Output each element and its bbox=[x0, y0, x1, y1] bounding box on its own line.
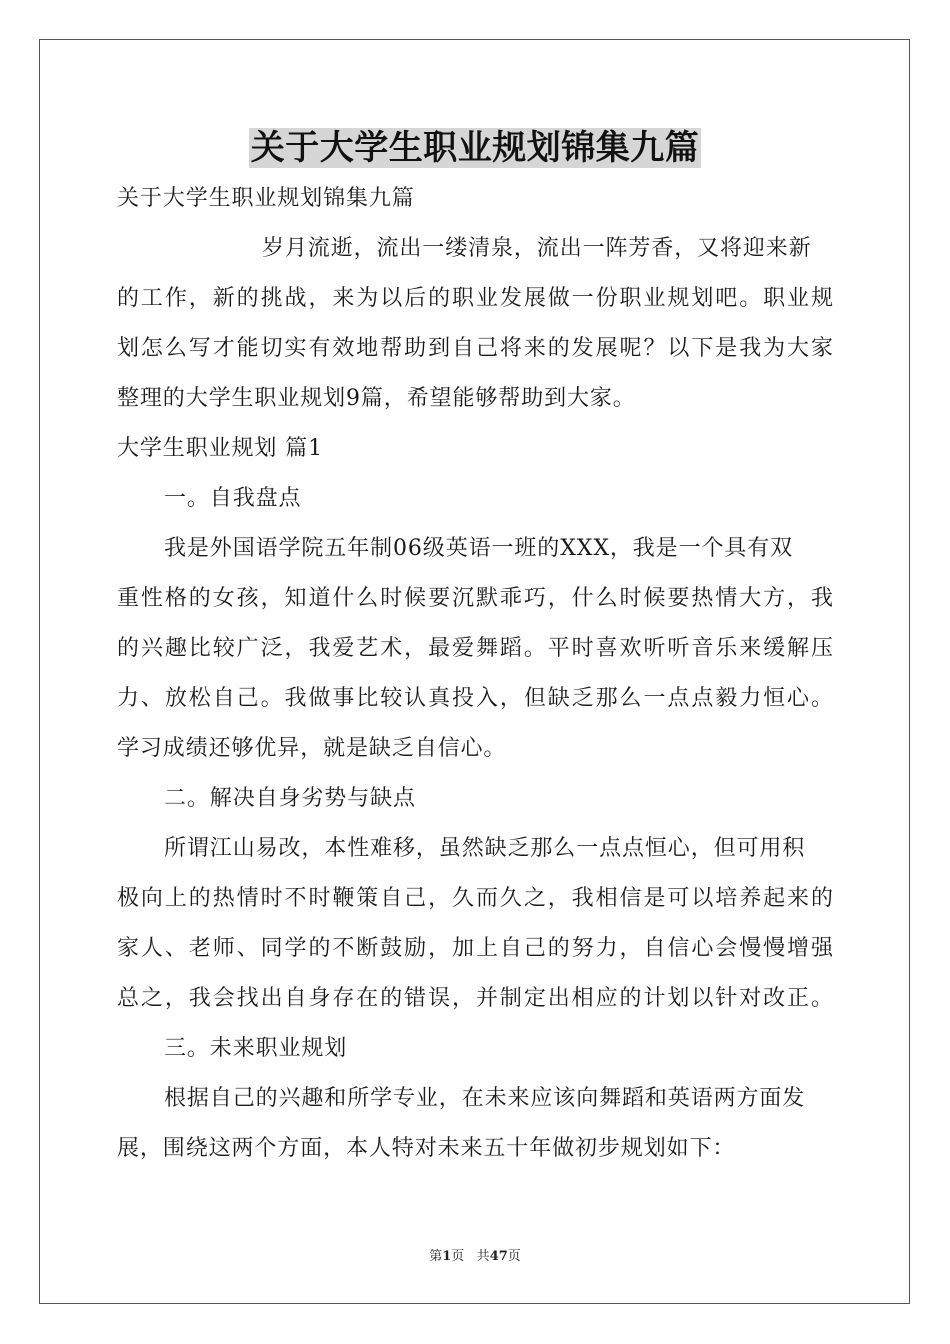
subheading-2: 二。解决自身劣势与缺点 bbox=[164, 786, 416, 811]
subheading-1: 一。自我盘点 bbox=[164, 486, 302, 511]
para2-line-1: 所谓江山易改，本性难移，虽然缺乏那么一点点恒心，但可用积 bbox=[164, 836, 806, 861]
para2-line-4: 总之，我会找出自身存在的错误，并制定出相应的计划以针对改正。 bbox=[117, 986, 833, 1011]
title-wrap bbox=[0, 128, 950, 168]
total-prefix: 共 bbox=[476, 1249, 490, 1264]
para1-line-1: 我是外国语学院五年制06级英语一班的XXX，我是一个具有双 bbox=[164, 536, 794, 561]
section-heading: 大学生职业规划 篇1 bbox=[117, 436, 323, 461]
page-border bbox=[39, 39, 910, 1304]
document-title: 关于大学生职业规划锦集九篇 bbox=[250, 128, 700, 168]
para2-line-3: 家人、老师、同学的不断鼓励，加上自己的努力，自信心会慢慢增强 bbox=[117, 936, 833, 961]
total-pages: 47 bbox=[489, 1249, 508, 1264]
intro-line-2: 的工作，新的挑战，来为以后的职业发展做一份职业规划吧。职业规 bbox=[117, 286, 833, 311]
page-number: 1 bbox=[442, 1249, 452, 1264]
para3-line-2: 展，围绕这两个方面，本人特对未来五十年做初步规划如下： bbox=[117, 1136, 736, 1161]
intro-line-3: 划怎么写才能切实有效地帮助到自己将来的发展呢？以下是我为大家 bbox=[117, 336, 833, 361]
subheading-3: 三。未来职业规划 bbox=[164, 1036, 348, 1061]
subtitle: 关于大学生职业规划锦集九篇 bbox=[117, 186, 415, 211]
page-prefix: 第 bbox=[429, 1249, 443, 1264]
intro-line-4: 整理的大学生职业规划9篇，希望能够帮助到大家。 bbox=[117, 386, 636, 411]
para1-line-5: 学习成绩还够优异，就是缺乏自信心。 bbox=[117, 736, 507, 761]
intro-line-1: 岁月流逝，流出一缕清泉，流出一阵芳香，又将迎来新 bbox=[262, 236, 812, 261]
para1-line-3: 的兴趣比较广泛，我爱艺术，最爱舞蹈。平时喜欢听听音乐来缓解压 bbox=[117, 636, 833, 661]
total-suffix: 页 bbox=[507, 1249, 521, 1264]
para1-line-2: 重性格的女孩，知道什么时候要沉默乖巧，什么时候要热情大方，我 bbox=[117, 586, 833, 611]
page-footer bbox=[0, 1245, 950, 1264]
para2-line-2: 极向上的热情时不时鞭策自己，久而久之，我相信是可以培养起来的 bbox=[117, 886, 833, 911]
para3-line-1: 根据自己的兴趣和所学专业，在未来应该向舞蹈和英语两方面发 bbox=[164, 1086, 806, 1111]
para1-line-4: 力、放松自己。我做事比较认真投入，但缺乏那么一点点毅力恒心。 bbox=[117, 686, 833, 711]
page-suffix: 页 bbox=[451, 1249, 465, 1264]
